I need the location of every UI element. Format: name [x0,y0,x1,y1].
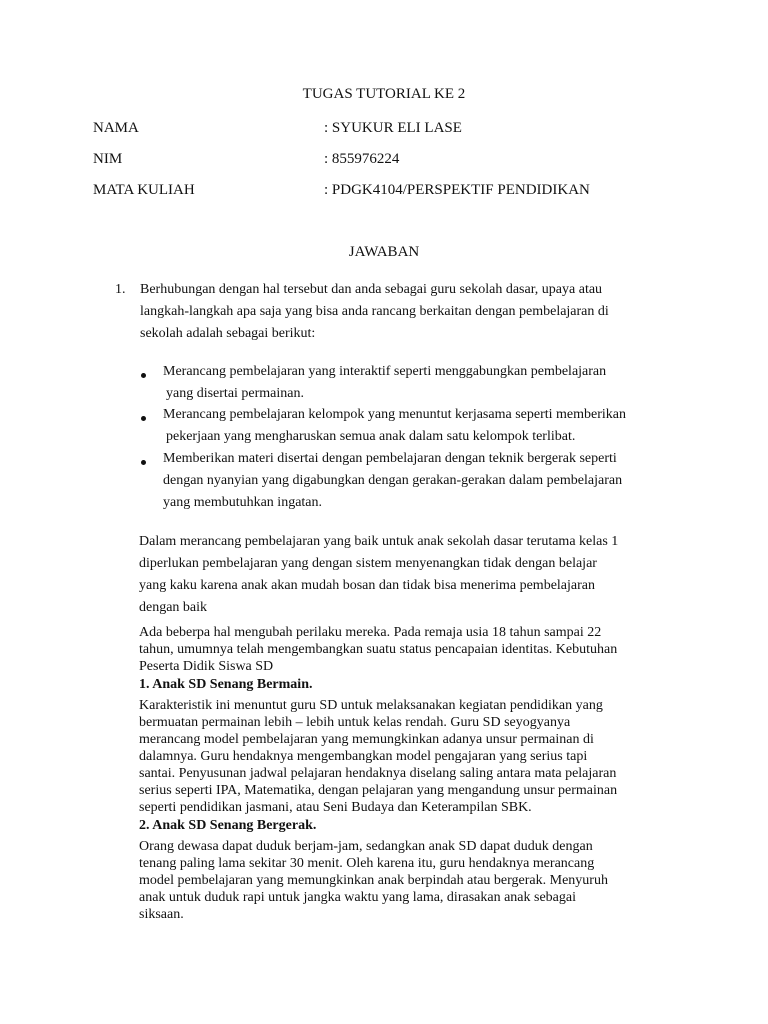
section-line: serius seperti IPA, Matematika, dengan pelajaran yang mengandung unsur permainan [139,783,618,798]
field-label-mata-kuliah: MATA KULIAH [93,182,195,198]
section-heading: 2. Anak SD Senang Bergerak. [139,818,317,833]
section-line: bermuatan permainan lebih – lebih untuk kelas rendah. Guru SD seyogyanya [139,715,571,730]
question-line: sekolah adalah sebagai berikut: [140,326,316,341]
section-heading: 1. Anak SD Senang Bermain. [139,677,313,692]
question-line: Berhubungan dengan hal tersebut dan anda sebagai guru sekolah dasar, upaya atau [140,282,603,297]
bullet-text: dengan nyanyian yang digabungkan dengan gerakan-gerakan dalam pembelajaran [163,473,623,488]
question-number: 1. [115,282,126,297]
section-line: anak untuk duduk rapi untuk jangka waktu yang lama, dirasakan anak sebagai [139,890,576,905]
paragraph-line: dengan baik [139,600,208,615]
bullet-text: Merancang pembelajaran kelompok yang menuntut kerjasama seperti memberikan [163,407,626,422]
section-line: seperti pendidikan jasmani, atau Seni Budaya dan Keterampilan SBK. [139,800,532,815]
question-line: langkah-langkah apa saja yang bisa anda rancang berkaitan dengan pembelajaran di [140,304,609,319]
field-label-nim: NIM [93,151,123,167]
bullet-dot [141,373,146,378]
bullet-text: yang disertai permainan. [166,386,305,401]
paragraph-line: Dalam merancang pembelajaran yang baik untuk anak sekolah dasar terutama kelas 1 [139,534,619,549]
bullet-dot [141,460,146,465]
field-value-nim: : 855976224 [324,151,400,167]
section-line: dalamnya. Guru hendaknya mengembangkan model pengajaran yang serius tapi [139,749,588,764]
section-line: Karakteristik ini menuntut guru SD untuk melaksanakan kegiatan pendidikan yang [139,698,603,713]
bullet-text: Memberikan materi disertai dengan pembelajaran dengan teknik bergerak seperti [163,451,617,466]
section-line: santai. Penyusunan jadwal pelajaran hendaknya diselang saling antara mata pelajaran [139,766,617,781]
section-line: tenang paling lama sekitar 30 menit. Oleh karena itu, guru hendaknya merancang [139,856,595,871]
bullet-dot [141,416,146,421]
document-title: TUGAS TUTORIAL KE 2 [302,86,466,102]
bullet-text: Merancang pembelajaran yang interaktif seperti menggabungkan pembelajaran [163,364,607,379]
answer-heading: JAWABAN [348,244,420,260]
field-value-mata-kuliah: : PDGK4104/PERSPEKTIF PENDIDIKAN [324,182,590,198]
field-label-nama: NAMA [93,120,139,136]
section-line: Orang dewasa dapat duduk berjam-jam, sedangkan anak SD dapat duduk dengan [139,839,593,854]
section-line: merancang model pembelajaran yang memungkinkan adanya unsur permainan di [139,732,594,747]
bullet-text: yang membutuhkan ingatan. [163,495,323,510]
bullet-text: pekerjaan yang mengharuskan semua anak dalam satu kelompok terlibat. [166,429,576,444]
intro-line: Peserta Didik Siswa SD [139,659,274,674]
section-line: model pembelajaran yang memungkinkan anak berpindah atau bergerak. Menyuruh [139,873,608,888]
field-value-nama: : SYUKUR ELI LASE [324,120,462,136]
intro-line: tahun, umumnya telah mengembangkan suatu status pencapaian identitas. Kebutuhan [139,642,618,657]
paragraph-line: yang kaku karena anak akan mudah bosan dan tidak bisa menerima pembelajaran [139,578,595,593]
paragraph-line: diperlukan pembelajaran yang dengan sistem menyenangkan tidak dengan belajar [139,556,597,571]
intro-line: Ada beberpa hal mengubah perilaku mereka. Pada remaja usia 18 tahun sampai 22 [139,625,602,640]
section-line: siksaan. [139,907,184,922]
